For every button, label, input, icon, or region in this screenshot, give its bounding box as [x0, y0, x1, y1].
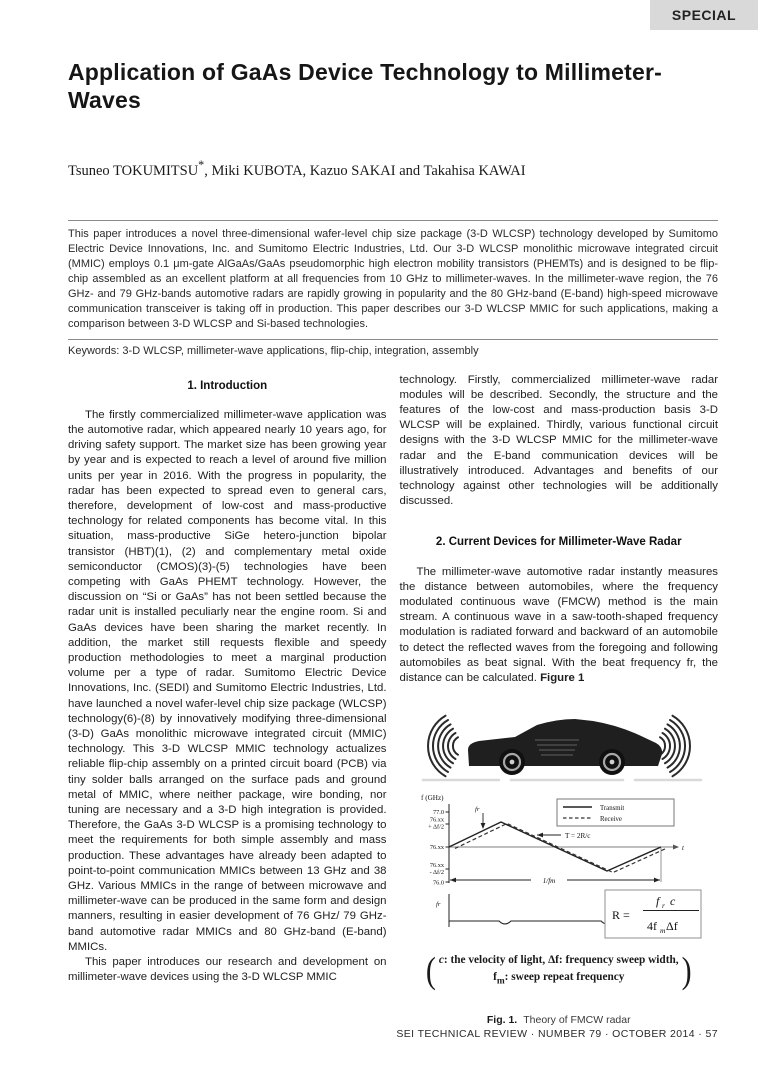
note-line-2: : sweep repeat frequency	[504, 971, 625, 984]
note-f-symbol: f	[493, 971, 497, 984]
abstract-text: This paper introduces a novel three-dimensional wafer-level chip size package (3-D WLCSP) technology developed by Sumitomo Electric Device Innovations, Inc. and Sumitomo Electric Industries, Ltd. Our 3-D WLCSP monolithic microwave integrated circuit (MMIC) employs 0.1 μm-gate AlGaAs/GaAs pseudomorphic high electron mobility transistors (PHEMTs) and is designed to be flip-chip assembled as an excellent platform at all frequencies from 10 GHz to millimeter-waves. In the millimeter-wave region, the 76 GHz- and 79 GHz-bands automotive radars are rapidly growing in popularity and the 80 GHz-band (E-band) high-speed microwave communication transceiver is taking off in production. This paper describes our 3-D WLCSP MMIC for such applications, making a comparison between 3-D WLCSP and Si-based technologies.	[68, 227, 718, 331]
right-column	[400, 373, 719, 1028]
legend-receive-label: Receive	[599, 816, 622, 824]
paper-title: Application of GaAs Device Technology to Millimeter-Waves	[68, 59, 663, 114]
radar-waves-left-icon	[428, 716, 458, 777]
period-annotation: 1/fm	[542, 877, 555, 886]
fmcw-chart	[408, 790, 710, 944]
author-lead: Tsuneo TOKUMITSU	[68, 162, 199, 179]
car-icon	[468, 719, 662, 775]
abstract-bottom-rule	[68, 339, 718, 340]
note-m-subscript: m	[496, 976, 505, 987]
figure-caption-label: Fig. 1.	[486, 1013, 518, 1026]
figure-caption-text: Theory of FMCW radar	[523, 1013, 631, 1026]
fmcw-car-illustration	[408, 698, 710, 790]
section-2-heading: 2. Current Devices for Millimeter-Wave Radar	[435, 536, 682, 549]
intro-paragraph-1: The firstly commercialized millimeter-wave application was the automotive radar, which appeared nearly 10 years ago, for driving safety support. The market size has been growing year by year and is expected to reach a level of around five million units per year in 2016. With the progress in popularity, the radar has been expected to spread even to general cars, therefore, development of low-cost and mass-productive technology for related components has become vital. In this situation, mass-productive SiGe hetero-junction bipolar transistor (HBT)(1), (2) and complementary metal oxide semiconductor (CMOS)(3)-(5) technologies have been competing with GaAs PHEMT technology. However, the discussion on “Si or GaAs” has not been settled because the radar unit is installed peculiarly near the engine room. Si and GaAs devices have been sharing the market recently. In addition, the market still requests flexible and speedy production methodologies to meet a marginal production volume per a type of radar. Sumitomo Electric Device Innovations, Inc. (SEDI) and Sumitomo Electric Industries, Ltd. have launched a novel wafer-level chip size package (WLCSP) technology(6)-(8) by innovatively modifying three-dimensional (3-D) GaAs monolithic microwave integrated circuit (MMIC) technology. This 3-D WLCSP MMIC technology actualizes reliable flip-chip assembly on a printed circuit board (PCB) via tiny solder balls arranged on the surface pads and ground metal of MMIC, where neither package, wire bonding, nor tuning are necessary and a 3-D high integration is provided. Therefore, the GaAs 3-D WLCSP is a promising technology to meet the requirements for both simple assembly and mass production. These advantages have already been adapted to point-to-point communication MMICs between 13 GHz and 38 GHz. Various MMICs in the range of between microwave and millimeter-wave can be produced in the same form and design manners, resulting in easier development of 76 GHz/ 79 GHz-band automotive radar MMICs and 80 GHz-band (E-band) MMICs.	[68, 408, 387, 953]
special-badge: SPECIAL	[650, 0, 758, 30]
figure-note-text	[439, 952, 679, 988]
radar-paragraph	[400, 565, 719, 687]
formula-lhs: R =	[611, 908, 630, 923]
intro-continuation-paragraph: technology. Firstly, commercialized millimeter-wave radar modules will be described. Secondly, the structure and the features of the low-cost and mass-production basis 3-D WLCSP will be explained. Thirdly, various functional circuit designs with the 3-D WLCSP MMIC for the millimeter-wave radar and the E-band communication devices will be illustratively introduced. Advantages and benefits of our technology against other technologies will be additionally discussed.	[399, 373, 718, 508]
tick-76xx-plus-a: 76.xx	[429, 816, 444, 824]
formula-den-4f: 4f	[646, 919, 657, 934]
formula-num-r: r	[661, 901, 665, 911]
figure-1-reference: Figure 1	[540, 672, 585, 685]
open-bracket: (	[425, 949, 436, 992]
close-bracket: )	[681, 949, 692, 992]
author-star: *	[198, 158, 205, 173]
fr-annotation: fr	[474, 806, 480, 814]
page-footer: SEI TECHNICAL REVIEW · NUMBER 79 · OCTOBER 2014 · 57	[396, 1027, 718, 1040]
abstract-top-rule	[68, 220, 718, 221]
tick-760: 76.0	[432, 879, 444, 887]
formula-den-m: m	[659, 926, 666, 936]
radar-paragraph-text: The millimeter-wave automotive radar instantly measures the distance between automobiles, where the frequency modulated continuous wave (FMCW) method is the main stream. A continuous wave in a saw-tooth-shaped frequency modulation is radiated forward and backward of an automobile to detect the reflected waves from the foregoing and following automobiles as beat signal. With the beat frequency fr, the distance can be calculated.	[399, 565, 718, 685]
note-line-1: : the velocity of light, Δf: frequency sweep width,	[443, 954, 679, 967]
tick-76xx: 76.xx	[429, 844, 444, 852]
radar-waves-right-icon	[660, 716, 690, 777]
T-2R-c-annotation: T = 2R/c	[564, 832, 591, 841]
figure-1	[408, 698, 710, 1028]
left-column	[68, 373, 387, 1028]
keywords-line: Keywords: 3-D WLCSP, millimeter-wave applications, flip-chip, integration, assembly	[68, 344, 479, 357]
figure-note	[408, 949, 710, 992]
tick-76xx-minus-a: 76.xx	[429, 862, 444, 870]
range-formula	[605, 890, 701, 938]
tick-76xx-plus-b: + Δf/2	[427, 823, 444, 831]
beat-fr-axis-label: fr	[435, 901, 441, 909]
legend-transmit-label: Transmit	[599, 805, 625, 813]
formula-num-f: f	[655, 894, 660, 909]
f-axis-title: f (GHz)	[420, 794, 444, 803]
t-axis-label-1: t	[681, 844, 684, 853]
tick-77: 77.0	[432, 809, 444, 817]
intro-paragraph-2: This paper introduces our research and development on millimeter-wave devices using the 3-D WLCSP MMIC	[68, 956, 387, 984]
formula-num-c: c	[669, 894, 676, 909]
formula-den-df: Δf	[665, 919, 678, 934]
two-column-body	[68, 373, 718, 1028]
authors-line	[68, 158, 718, 180]
note-c-symbol: c	[438, 954, 444, 967]
authors-rest: , Miki KUBOTA, Kazuo SAKAI and Takahisa KAWAI	[204, 162, 526, 179]
tick-76xx-minus-b: - Δf/2	[429, 869, 444, 877]
transmit-wave	[449, 822, 661, 871]
section-1-heading: 1. Introduction	[187, 379, 268, 392]
figure-caption	[408, 1013, 710, 1028]
receive-wave	[455, 824, 666, 873]
